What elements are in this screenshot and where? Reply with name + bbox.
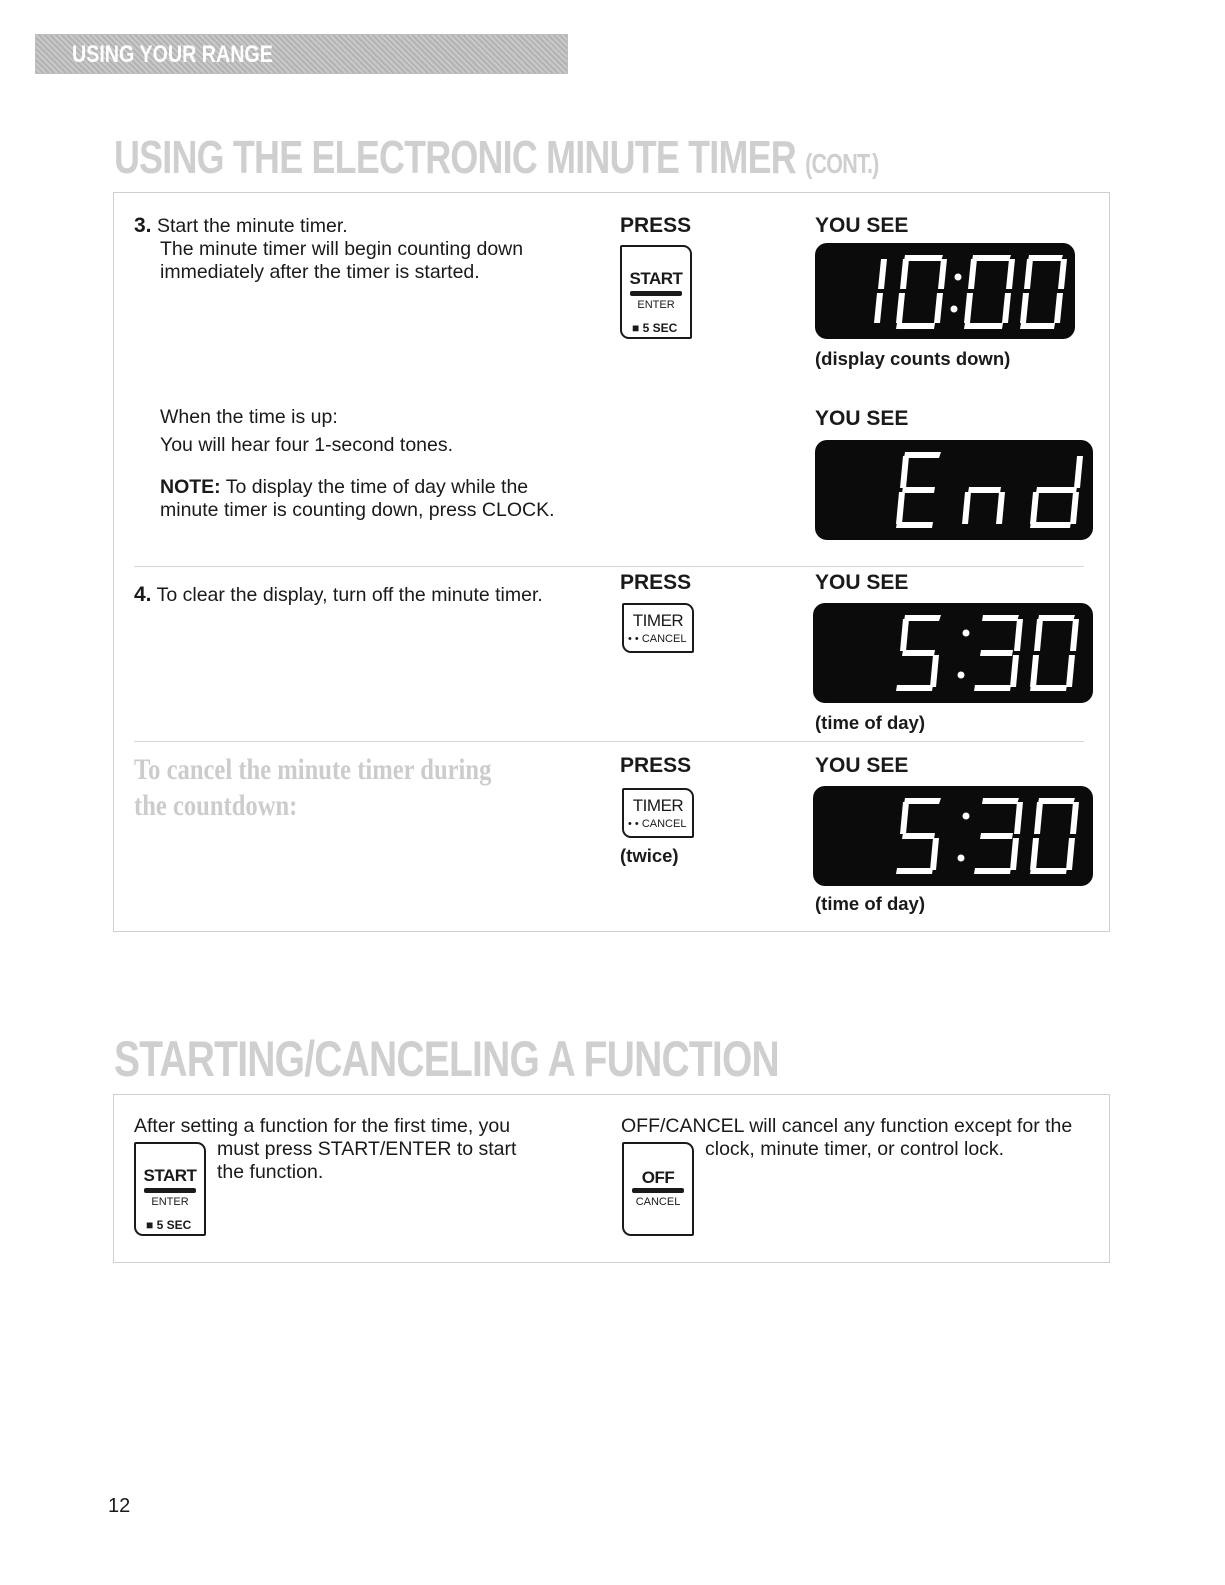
step4-text: To clear the display, turn off the minute timer. — [156, 584, 543, 606]
lock-5sec-text-2: 5 SEC — [156, 1218, 192, 1232]
section-title-minute-timer — [114, 130, 879, 184]
lock-5sec-label-2 — [146, 1218, 191, 1232]
step3-line3: immediately after the timer is started. — [160, 261, 480, 283]
off-key-label: OFF — [641, 1168, 675, 1187]
seven-segment-digits — [815, 243, 1075, 339]
divider-1 — [134, 566, 1084, 567]
banner-text: USING YOUR RANGE — [72, 41, 273, 68]
step3-press-label: PRESS — [620, 214, 692, 237]
cancel-press-label: PRESS — [620, 754, 692, 777]
step4-line — [134, 583, 543, 607]
timer-cancel-key-twice[interactable] — [622, 788, 694, 838]
lock-5sec-text: 5 SEC — [642, 321, 678, 335]
start-key-label: START — [629, 269, 683, 288]
lock-icon: ■ — [632, 321, 640, 335]
step4-caption: (time of day) — [815, 712, 925, 733]
step4-press-label: PRESS — [620, 571, 692, 594]
divider-2 — [134, 741, 1084, 742]
start-function-line3: the function. — [217, 1161, 324, 1183]
timer-key-label-2: TIMER — [632, 796, 684, 815]
display-countdown-1000 — [815, 243, 1075, 339]
start-enter-key-2[interactable] — [134, 1142, 206, 1236]
lock-icon: ■ — [146, 1218, 154, 1232]
enter-key-label-2: ENTER — [151, 1196, 189, 1208]
press-twice-caption: (twice) — [620, 845, 679, 866]
start-function-line1: After setting a function for the first time, you — [134, 1115, 511, 1137]
note-line2: minute timer is counting down, press CLOCK. — [160, 499, 555, 521]
step3-line2: The minute timer will begin counting down — [160, 238, 524, 260]
off-cancel-key[interactable] — [622, 1142, 694, 1236]
step3-line1 — [134, 214, 348, 238]
cancel-key-label: CANCEL — [635, 1196, 681, 1208]
section-banner — [35, 34, 568, 74]
cancel-heading-line1: To cancel the minute timer during — [134, 753, 492, 786]
step3-you-see-label: YOU SEE — [815, 214, 909, 237]
display-end — [815, 440, 1093, 540]
section-title-text: USING THE ELECTRONIC MINUTE TIMER — [114, 131, 796, 183]
timer-cancel-label-2: • • CANCEL — [628, 818, 687, 830]
start-key-bar-2 — [144, 1188, 196, 1193]
off-cancel-line2: clock, minute timer, or control lock. — [705, 1138, 1005, 1160]
note-text-1: To display the time of day while the — [220, 476, 529, 498]
step4-number: 4. — [134, 583, 152, 606]
cancel-heading-line2: the countdown: — [134, 789, 298, 822]
off-cancel-line1: OFF/CANCEL will cancel any function except for the — [621, 1115, 1073, 1137]
time-up-line1: When the time is up: — [160, 406, 338, 428]
timer-key-label: TIMER — [632, 611, 684, 630]
start-key-bar — [630, 291, 682, 296]
start-key-label-2: START — [143, 1166, 197, 1185]
seven-segment-530-a — [813, 603, 1093, 703]
start-enter-key[interactable] — [620, 245, 692, 339]
note-line1 — [160, 475, 528, 499]
enter-key-label: ENTER — [637, 299, 675, 311]
time-up-you-see-label: YOU SEE — [815, 407, 909, 430]
section-title-suffix: (CONT.) — [805, 148, 879, 179]
off-key-bar — [632, 1188, 684, 1193]
time-up-line2: You will hear four 1-second tones. — [160, 434, 454, 456]
display-time-of-day-530-b — [813, 786, 1093, 886]
note-label: NOTE: — [160, 476, 221, 498]
start-function-line2: must press START/ENTER to start — [217, 1138, 517, 1160]
cancel-you-see-label: YOU SEE — [815, 754, 909, 777]
step3-text-1: Start the minute timer. — [156, 215, 348, 237]
timer-cancel-label: • • CANCEL — [628, 633, 687, 645]
step3-number: 3. — [134, 214, 152, 237]
display-time-of-day-530 — [813, 603, 1093, 703]
step4-you-see-label: YOU SEE — [815, 571, 909, 594]
lock-5sec-label — [632, 321, 677, 335]
timer-cancel-key[interactable] — [622, 603, 694, 653]
cancel-caption: (time of day) — [815, 893, 925, 914]
page-number: 12 — [108, 1495, 131, 1517]
section-title-starting-canceling: STARTING/CANCELING A FUNCTION — [114, 1031, 779, 1087]
display-counts-down-caption: (display counts down) — [815, 348, 1011, 369]
seven-segment-530-b — [813, 786, 1093, 886]
seven-segment-end — [815, 440, 1093, 540]
